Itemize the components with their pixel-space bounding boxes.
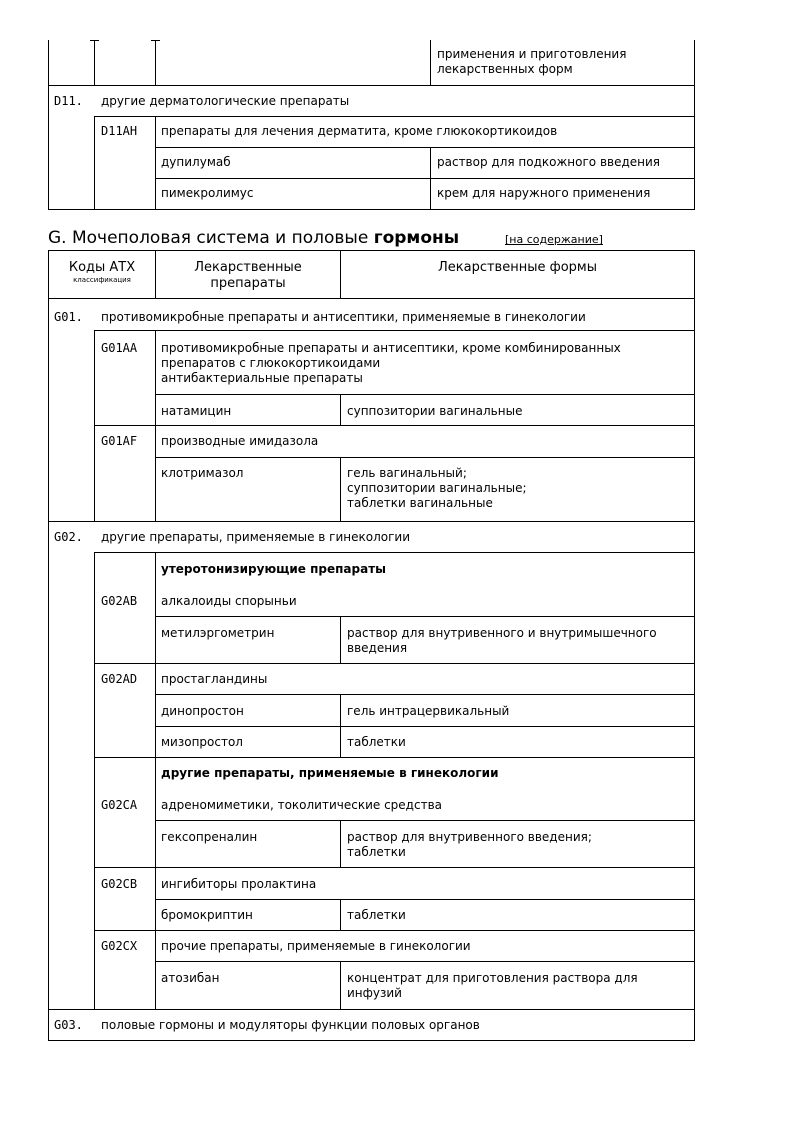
table-rule bbox=[155, 961, 695, 962]
table-rule bbox=[94, 425, 695, 426]
header-drugs bbox=[156, 260, 340, 292]
table-rule bbox=[155, 552, 156, 1010]
table-rule bbox=[48, 1040, 695, 1041]
group-name: алкалоиды спорыньи bbox=[161, 594, 297, 608]
table-rule bbox=[94, 552, 95, 1010]
table-rule bbox=[48, 250, 49, 1041]
form-text: лекарственных форм bbox=[437, 62, 573, 76]
atc-code: G01AA bbox=[101, 341, 138, 355]
header-forms: Лекарственные формы bbox=[437, 260, 597, 275]
form-text: крем для наружного применения bbox=[437, 186, 651, 200]
table-rule bbox=[694, 250, 695, 1041]
group-heading: другие препараты, применяемые в гинекологии bbox=[161, 766, 499, 780]
drug-name: клотримазол bbox=[161, 466, 244, 480]
table-rule bbox=[155, 116, 156, 210]
group-name: прочие препараты, применяемые в гинекологии bbox=[161, 939, 471, 953]
table-rule bbox=[340, 899, 341, 931]
form-text: таблетки bbox=[347, 908, 406, 922]
contents-link[interactable]: [на содержание] bbox=[505, 233, 603, 246]
form-text: раствор для внутривенного и внутримышечного bbox=[347, 626, 657, 640]
drug-name: мизопростол bbox=[161, 735, 243, 749]
atc-code: D11. bbox=[54, 94, 83, 108]
table-rule bbox=[48, 40, 49, 210]
section-title-highlight: гормоны bbox=[373, 228, 460, 248]
atc-code: G03. bbox=[54, 1018, 83, 1032]
atc-code: G02CA bbox=[101, 798, 138, 812]
table-rule bbox=[155, 820, 695, 821]
table-rule bbox=[340, 820, 341, 868]
drug-name: атозибан bbox=[161, 971, 220, 985]
table-rule bbox=[340, 616, 341, 664]
table-rule bbox=[94, 663, 695, 664]
drug-name: дупилумаб bbox=[161, 155, 231, 169]
form-text: гель вагинальный; bbox=[347, 466, 467, 480]
table-rule bbox=[94, 867, 695, 868]
group-name: препаратов с глюкокортикоидами bbox=[161, 356, 381, 370]
header-codes-label: Коды АТХ bbox=[68, 260, 136, 275]
table-rule bbox=[94, 116, 695, 117]
table-rule bbox=[340, 961, 341, 1010]
group-name: другие дерматологические препараты bbox=[101, 94, 350, 108]
drug-name: метилэргометрин bbox=[161, 626, 275, 640]
table-rule bbox=[155, 899, 695, 900]
table-rule bbox=[430, 147, 431, 210]
table-rule bbox=[94, 330, 95, 522]
drug-name: натамицин bbox=[161, 404, 232, 418]
table-rule bbox=[430, 40, 431, 86]
form-text: введения bbox=[347, 641, 408, 655]
form-text: раствор для подкожного введения bbox=[437, 155, 661, 169]
header-codes bbox=[49, 260, 155, 285]
table-rule bbox=[155, 330, 156, 522]
group-heading: утеротонизирующие препараты bbox=[161, 562, 386, 576]
form-text: таблетки bbox=[347, 735, 406, 749]
table-rule bbox=[48, 209, 695, 210]
group-name: ингибиторы пролактина bbox=[161, 877, 317, 891]
table-rule bbox=[155, 694, 695, 695]
table-rule bbox=[155, 726, 695, 727]
drug-name: бромокриптин bbox=[161, 908, 253, 922]
group-name: препараты для лечения дерматита, кроме глюкокортикоидов bbox=[161, 124, 558, 138]
header-drugs-line: препараты bbox=[210, 276, 286, 291]
header-drugs-line: Лекарственные bbox=[194, 260, 302, 275]
table-rule bbox=[48, 85, 695, 86]
group-name: производные имидазола bbox=[161, 434, 319, 448]
group-name: простагландины bbox=[161, 672, 268, 686]
table-rule bbox=[48, 1009, 695, 1010]
table-rule bbox=[155, 147, 695, 148]
group-name: половые гормоны и модуляторы функции половых органов bbox=[101, 1018, 480, 1032]
table-rule bbox=[155, 40, 156, 86]
form-text: таблетки bbox=[347, 845, 406, 859]
atc-code: G02CX bbox=[101, 939, 138, 953]
form-text: применения и приготовления bbox=[437, 47, 627, 61]
group-name: адреномиметики, токолитические средства bbox=[161, 798, 442, 812]
atc-code: G01. bbox=[54, 310, 83, 324]
form-text: суппозитории вагинальные bbox=[347, 404, 523, 418]
header-codes-sub: классификация bbox=[73, 276, 131, 284]
table-rule bbox=[94, 552, 695, 553]
atc-code: G01AF bbox=[101, 434, 138, 448]
table-rule bbox=[94, 330, 695, 331]
form-text: инфузий bbox=[347, 986, 402, 1000]
group-name: другие препараты, применяемые в гинекологии bbox=[101, 530, 411, 544]
table-rule bbox=[94, 930, 695, 931]
table-rule bbox=[340, 457, 341, 522]
section-title-text: G. Мочеполовая система и половые bbox=[48, 228, 374, 248]
table-rule bbox=[155, 616, 695, 617]
group-name: противомикробные препараты и антисептики, кроме комбинированных bbox=[161, 341, 621, 355]
drug-name: динопростон bbox=[161, 704, 244, 718]
table-rule bbox=[48, 521, 695, 522]
atc-code: G02AB bbox=[101, 594, 138, 608]
table-rule bbox=[48, 250, 695, 251]
form-text: таблетки вагинальные bbox=[347, 496, 493, 510]
table-rule bbox=[94, 757, 695, 758]
table-rule bbox=[155, 178, 695, 179]
drug-name: гексопреналин bbox=[161, 830, 258, 844]
table-rule bbox=[94, 116, 95, 210]
atc-code: G02CB bbox=[101, 877, 138, 891]
form-text: гель интрацервикальный bbox=[347, 704, 510, 718]
table-rule bbox=[694, 40, 695, 210]
section-title bbox=[48, 228, 459, 248]
form-text: раствор для внутривенного введения; bbox=[347, 830, 592, 844]
form-text: концентрат для приготовления раствора для bbox=[347, 971, 638, 985]
table-rule bbox=[94, 40, 95, 86]
table-rule bbox=[155, 394, 695, 395]
table-rule bbox=[340, 394, 341, 426]
atc-code: D11AH bbox=[101, 124, 138, 138]
group-name: антибактериальные препараты bbox=[161, 371, 363, 385]
group-name: противомикробные препараты и антисептики, применяемые в гинекологии bbox=[101, 310, 586, 324]
table-rule bbox=[48, 298, 695, 299]
atc-code: G02. bbox=[54, 530, 83, 544]
table-rule bbox=[155, 457, 695, 458]
atc-code: G02AD bbox=[101, 672, 138, 686]
form-text: суппозитории вагинальные; bbox=[347, 481, 527, 495]
drug-name: пимекролимус bbox=[161, 186, 254, 200]
